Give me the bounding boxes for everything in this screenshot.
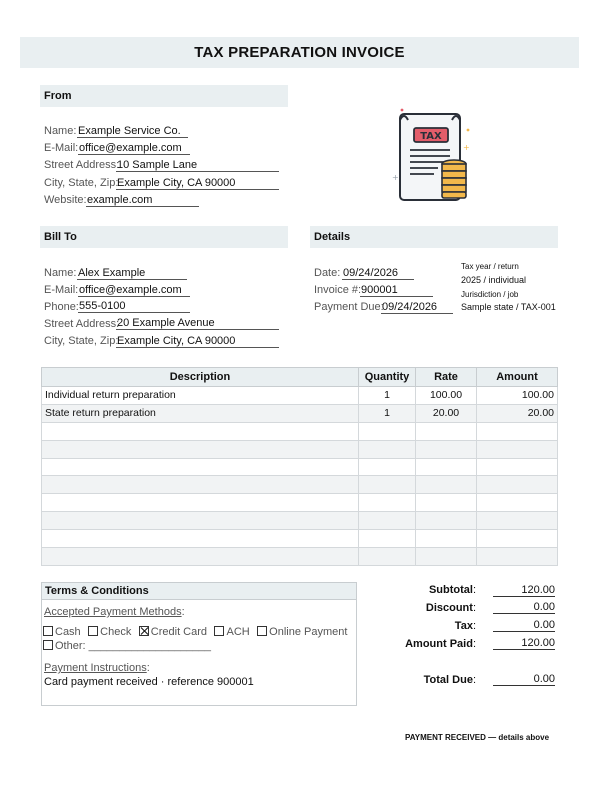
cell-rate — [416, 530, 477, 548]
cell-description — [42, 548, 359, 566]
cell-rate — [416, 440, 477, 458]
cell-amount — [477, 512, 558, 530]
cash-checkbox[interactable] — [43, 626, 53, 636]
credit-card-label: Credit Card — [150, 626, 208, 638]
from-email-label: E-Mail: — [44, 142, 79, 154]
svg-text:+: + — [392, 173, 399, 182]
from-city-label: City, State, Zip: — [44, 177, 119, 189]
total-due-label-row: Total Due: — [423, 674, 476, 686]
payment-instructions-label: Payment Instructions — [44, 662, 147, 674]
details-invoice-label: Invoice #: — [314, 284, 362, 296]
jurisdiction-label: Jurisdiction / job — [461, 290, 519, 299]
subtotal-label-row: Subtotal: — [428, 584, 476, 596]
discount-label: Discount — [425, 602, 473, 614]
tax-year-label: Tax year / return — [461, 262, 519, 271]
table-row — [42, 387, 558, 405]
bill-name-value: Alex Example — [77, 267, 187, 280]
tax-label: Tax — [454, 620, 473, 632]
ach-label: ACH — [226, 626, 250, 638]
from-name-label: Name: — [44, 125, 77, 137]
cell-rate — [416, 458, 477, 476]
cell-amount — [477, 494, 558, 512]
table-row — [42, 494, 558, 512]
discount-value: 0.00 — [493, 601, 555, 614]
from-heading: From — [40, 85, 288, 107]
cell-amount — [477, 458, 558, 476]
payment-status-footer: PAYMENT RECEIVED — details above — [405, 733, 550, 742]
table-header-row — [42, 368, 558, 387]
cell-quantity — [359, 494, 416, 512]
other-line: ____________________ — [88, 640, 211, 652]
cell-description: State return preparation — [42, 404, 359, 422]
other-row — [43, 636, 214, 654]
table-row — [42, 440, 558, 458]
bill-city-label: City, State, Zip: — [44, 335, 119, 347]
cell-quantity — [359, 440, 416, 458]
payment-instructions-title: Payment Instructions: — [44, 662, 150, 674]
cell-quantity — [359, 458, 416, 476]
bill-city-value: Example City, CA 90000 — [116, 335, 279, 348]
cell-rate: 100.00 — [416, 387, 477, 405]
header-rate: Rate — [416, 368, 477, 387]
details-date-label: Date: — [314, 267, 341, 279]
table-row — [42, 530, 558, 548]
cell-rate — [416, 494, 477, 512]
cell-amount: 20.00 — [477, 404, 558, 422]
from-city-value: Example City, CA 90000 — [116, 177, 279, 190]
cell-rate — [416, 548, 477, 566]
from-name-value: Example Service Co. — [77, 125, 188, 138]
bill-phone-label: Phone: — [44, 301, 79, 313]
tax-label-row: Tax: — [454, 620, 476, 632]
tax-year-value: 2025 / individual — [461, 275, 527, 285]
from-street-value: 10 Sample Lane — [116, 159, 279, 172]
table-row — [42, 476, 558, 494]
header-quantity: Quantity — [359, 368, 416, 387]
cell-amount: 100.00 — [477, 387, 558, 405]
table-row — [42, 548, 558, 566]
line-items-table — [41, 367, 558, 566]
details-invoice-value: 900001 — [360, 284, 433, 297]
details-due-label: Payment Due: — [314, 301, 384, 313]
credit-card-checkbox[interactable] — [139, 626, 149, 636]
online-payment-label: Online Payment — [269, 626, 348, 638]
details-heading: Details — [310, 226, 558, 248]
bill-name-label: Name: — [44, 267, 77, 279]
bill-email-value: office@example.com — [78, 284, 190, 297]
cell-description — [42, 512, 359, 530]
cell-amount — [477, 422, 558, 440]
cell-quantity — [359, 512, 416, 530]
discount-label-row: Discount: — [425, 602, 476, 614]
cell-description — [42, 458, 359, 476]
svg-text:+: + — [463, 143, 470, 152]
bill-to-heading: Bill To — [40, 226, 288, 248]
payment-methods-title: Accepted Payment Methods: — [44, 606, 185, 618]
cash-label: Cash — [55, 626, 81, 638]
cell-description — [42, 530, 359, 548]
header-amount: Amount — [477, 368, 558, 387]
invoice-title: TAX PREPARATION INVOICE — [194, 44, 405, 61]
table-row — [42, 512, 558, 530]
details-date-value: 09/24/2026 — [342, 267, 414, 280]
cell-description — [42, 440, 359, 458]
table-row — [42, 458, 558, 476]
cell-quantity — [359, 530, 416, 548]
cell-description — [42, 494, 359, 512]
ach-checkbox[interactable] — [214, 626, 224, 636]
cell-rate — [416, 512, 477, 530]
subtotal-label: Subtotal — [428, 584, 473, 596]
from-website-label: Website: — [44, 194, 87, 206]
terms-heading: Terms & Conditions — [41, 582, 357, 600]
cell-quantity: 1 — [359, 404, 416, 422]
payment-instructions-text: Card payment received · reference 900001 — [44, 676, 254, 688]
jurisdiction-value: Sample state / TAX-001 — [461, 302, 556, 312]
table-row — [42, 422, 558, 440]
cell-description — [42, 422, 359, 440]
cell-amount — [477, 530, 558, 548]
amount-paid-label: Amount Paid — [405, 638, 473, 650]
cell-amount — [477, 476, 558, 494]
payment-methods-label: Accepted Payment Methods — [44, 606, 182, 618]
subtotal-value: 120.00 — [493, 584, 555, 597]
other-checkbox[interactable] — [43, 640, 53, 650]
cell-quantity — [359, 548, 416, 566]
logo-tax-text: TAX — [420, 131, 442, 142]
bill-email-label: E-Mail: — [44, 284, 79, 296]
from-street-label: Street Address: — [44, 159, 120, 171]
amount-paid-value: 120.00 — [493, 637, 555, 650]
total-due-label: Total Due — [423, 674, 473, 686]
cell-rate: 20.00 — [416, 404, 477, 422]
bill-phone-value: 555-0100 — [78, 300, 190, 313]
cell-quantity — [359, 476, 416, 494]
table-row — [42, 404, 558, 422]
check-label: Check — [100, 626, 132, 638]
other-label: Other: — [55, 640, 86, 652]
cell-rate — [416, 476, 477, 494]
online-payment-checkbox[interactable] — [257, 626, 267, 636]
from-website-value: example.com — [86, 194, 199, 207]
amount-paid-label-row: Amount Paid: — [405, 638, 476, 650]
cell-quantity: 1 — [359, 387, 416, 405]
tax-value: 0.00 — [493, 619, 555, 632]
cell-quantity — [359, 422, 416, 440]
header-description: Description — [42, 368, 359, 387]
cell-description — [42, 476, 359, 494]
bill-street-value: 20 Example Avenue — [116, 317, 279, 330]
from-email-value: office@example.com — [78, 142, 190, 155]
cell-amount — [477, 440, 558, 458]
total-due-value: 0.00 — [493, 673, 555, 686]
tax-document-coins-icon — [388, 106, 472, 202]
cell-amount — [477, 548, 558, 566]
details-due-value: 09/24/2026 — [381, 301, 453, 314]
cell-description: Individual return preparation — [42, 387, 359, 405]
cell-rate — [416, 422, 477, 440]
check-checkbox[interactable] — [88, 626, 98, 636]
bill-street-label: Street Address: — [44, 318, 120, 330]
